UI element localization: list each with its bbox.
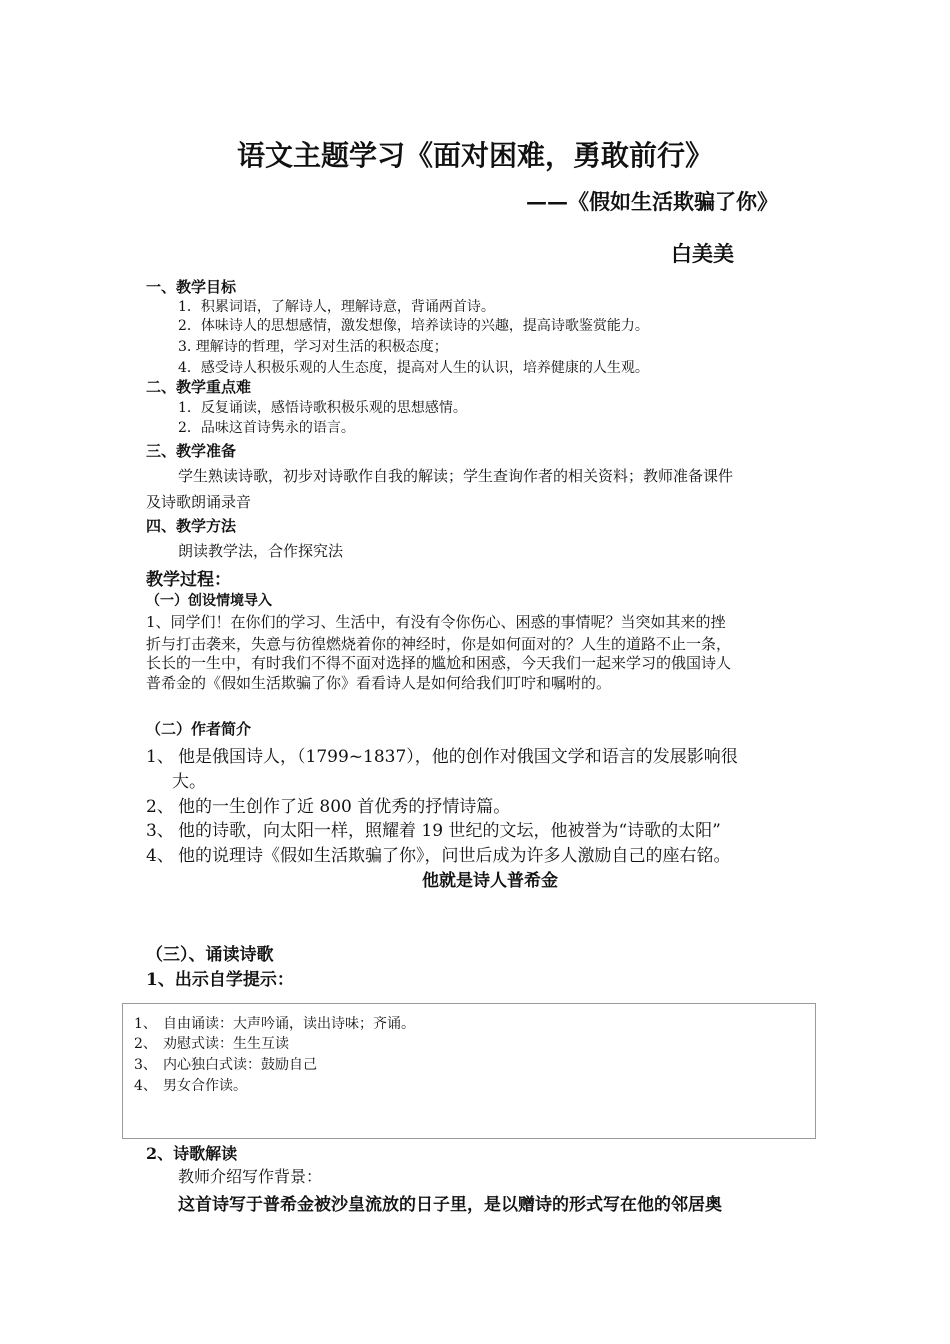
box-item-number: 2、 xyxy=(134,1036,157,1052)
intro-line: 1、同学们！在你们的学习、生活中，有没有令你伤心、困惑的事情呢？当突如其来的挫 xyxy=(146,613,726,631)
bio-text: 他是俄国诗人，（1799~1837），他的创作对俄国文学和语言的发展影响很 xyxy=(178,747,738,767)
bio-number: 2、 xyxy=(146,797,174,817)
document-subtitle: ——《假如生活欺骗了你》 xyxy=(526,189,778,214)
objective-item: 1．积累词语，了解诗人，理解诗意，背诵两首诗。 xyxy=(178,299,495,315)
intro-line: 长长的一生中，有时我们不得不面对选择的尴尬和困惑，今天我们一起来学习的俄国诗人 xyxy=(146,654,732,672)
box-item-text: 自由诵读：大声吟诵，读出诗味；齐诵。 xyxy=(163,1016,415,1032)
bio-number: 4、 xyxy=(146,846,174,866)
objective-item: 3. 理解诗的哲理，学习对生活的积极态度； xyxy=(178,339,448,355)
process-heading: 教学过程： xyxy=(146,570,231,590)
self-study-heading: 1、出示自学提示： xyxy=(146,970,294,990)
bio-text: 他的说理诗《假如生活欺骗了你》，问世后成为许多人激励自己的座右铭。 xyxy=(178,846,731,866)
part-3-heading: （三）、诵读诗歌 xyxy=(146,945,274,965)
bio-number: 3、 xyxy=(146,821,174,841)
intro-line: 普希金的《假如生活欺骗了你》看看诗人是如何给我们叮咛和嘱咐的。 xyxy=(146,674,612,692)
box-item-number: 1、 xyxy=(134,1016,157,1032)
section-1-heading: 一、教学目标 xyxy=(146,278,237,296)
method-text: 朗读教学法，合作探究法 xyxy=(178,542,344,560)
preparation-line: 学生熟读诗歌，初步对诗歌作自我的解读；学生查询作者的相关资料；教师准备课件 xyxy=(178,467,734,485)
poem-analysis-heading: 2、诗歌解读 xyxy=(146,1144,238,1163)
preparation-line: 及诗歌朗诵录音 xyxy=(146,493,252,511)
intro-line: 折与打击袭来，失意与彷徨燃烧着你的神经时，你是如何面对的？人生的道路不止一条， xyxy=(146,635,732,653)
document-title: 语文主题学习《面对困难，勇敢前行》 xyxy=(236,139,713,172)
background-intro: 教师介绍写作背景： xyxy=(178,1167,323,1186)
section-2-heading: 二、教学重点难 xyxy=(146,378,252,396)
box-item-text: 内心独白式读：鼓励自己 xyxy=(163,1057,317,1073)
box-item-number: 4、 xyxy=(134,1078,157,1094)
author-name: 白美美 xyxy=(671,241,734,266)
box-item-text: 男女合作读。 xyxy=(163,1078,247,1094)
bio-text: 他的诗歌，向太阳一样，照耀着 19 世纪的文坛，他被誉为“诗歌的太阳” xyxy=(178,821,721,841)
box-item-text: 劝慰式读：生生互读 xyxy=(163,1036,289,1052)
objective-item: 4．感受诗人积极乐观的人生态度，提高对人生的认识，培养健康的人生观。 xyxy=(178,360,649,376)
objective-item: 2．体味诗人的思想感情，激发想像，培养读诗的兴趣，提高诗歌鉴赏能力。 xyxy=(178,318,649,334)
part-2-heading: （二）作者简介 xyxy=(146,720,252,738)
part-1-heading: （一）创设情境导入 xyxy=(146,593,272,609)
section-4-heading: 四、教学方法 xyxy=(146,517,237,535)
bio-number: 1、 xyxy=(146,747,174,767)
poet-conclusion: 他就是诗人普希金 xyxy=(422,871,558,891)
key-point-item: 1．反复诵读，感悟诗歌积极乐观的思想感情。 xyxy=(178,400,467,416)
box-item-number: 3、 xyxy=(134,1057,157,1073)
bio-text: 他的一生创作了近 800 首优秀的抒情诗篇。 xyxy=(178,797,511,817)
bio-text: 大。 xyxy=(172,772,206,792)
section-3-heading: 三、教学准备 xyxy=(146,442,237,460)
key-point-item: 2．品味这首诗隽永的语言。 xyxy=(178,420,355,436)
background-text: 这首诗写于普希金被沙皇流放的日子里，是以赠诗的形式写在他的邻居奥 xyxy=(178,1195,722,1215)
